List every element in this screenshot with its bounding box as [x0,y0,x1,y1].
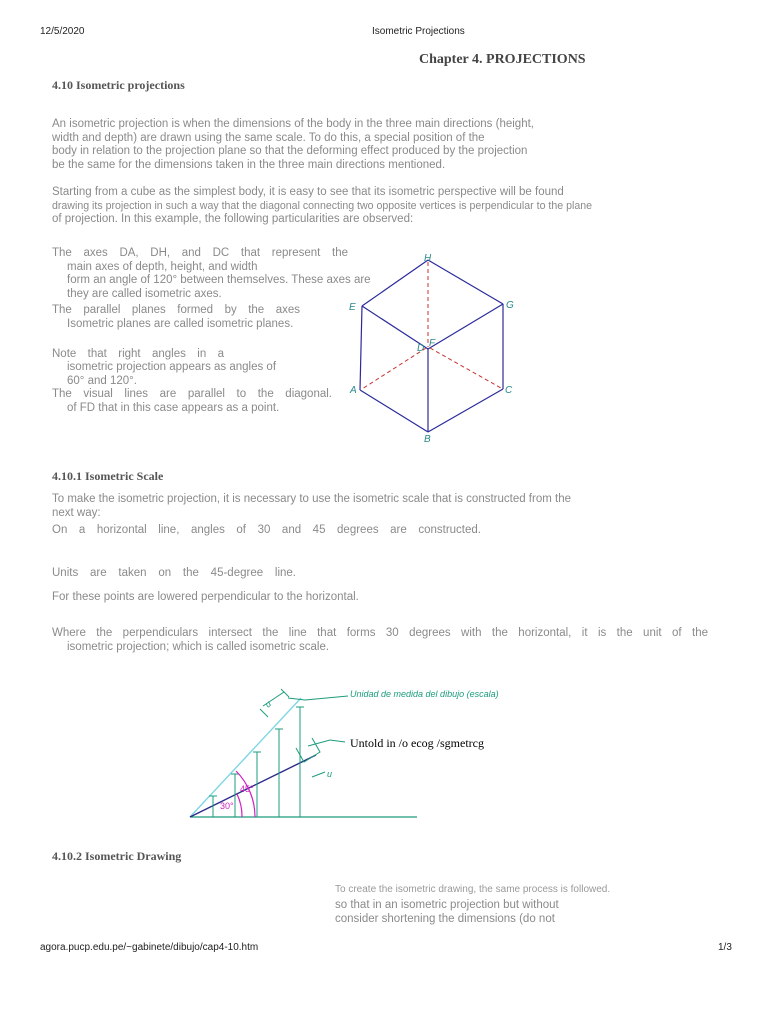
list-item: The parallel planes formed by the axes Isometric planes are called isometric planes. [52,304,300,330]
cube-edge-hg [428,260,503,304]
vertex-label-d: D [417,343,425,354]
cube-paragraph: Starting from a cube as the simplest body, it is easy to see that its isometric perspective will be found drawing its projection in such a way that the diagonal connecting two opposite vertices is perpendicular to the plane of projection. In this example, the following particularities are observed: [52,186,593,226]
vertex-label-a: A [350,385,357,396]
vertex-label-f: F [429,338,436,349]
print-title: Isometric Projections [372,26,465,37]
list-item: The axes DA, DH, and DC that represent the main axes of depth, height, and width form an angle of 120° between themselves. These axes are they are called isometric axes. [52,247,371,300]
isometric-unit-label: Untold in /o ecog /sgmetrcg [350,736,484,750]
angle-label-45: 45° [240,784,254,794]
drawing-unit-label: Unidad de medida del dibujo (escala) [350,689,499,699]
cube-edge-cb [428,389,503,432]
dimension-label: u [262,698,274,710]
footer-url: agora.pucp.edu.pe/~gabinete/dibujo/cap4-10.htm [40,942,259,953]
unit-label-u: u [327,769,333,779]
line-45-degree [190,698,301,817]
cube-edge-he [362,260,428,306]
section-heading: 4.10.2 Isometric Drawing [52,849,182,863]
particularities-list [52,247,371,416]
scale-step-4: Where the perpendiculars intersect the line that forms 30 degrees with the horizontal, it is the unit of the isometric projection; which is called isometric scale. [52,627,708,653]
print-date: 12/5/2020 [40,26,85,37]
angle-arc-30 [237,794,242,817]
list-item: The visual lines are parallel to the diagonal. of FD that in this case appears as a point. [52,388,332,414]
vertex-label-e: E [349,302,356,313]
scale-step-1: On a horizontal line, angles of 30 and 45 degrees are constructed. [52,524,481,536]
vertex-label-b: B [424,434,431,445]
cube-edge-ab [360,390,428,432]
isometric-scale-diagram [180,680,530,830]
chapter-title: Chapter 4. PROJECTIONS [419,52,586,67]
intro-paragraph: An isometric projection is when the dimensions of the body in the three main directions (height, width and depth) are drawn using the same scale. To do this, a special position of the body in relation to the projection plane so that the deforming effect produced by the projection be the same for the dimensions taken in the three main directions mentioned. [52,118,534,171]
hidden-axis-da [362,348,426,389]
scale-step-2: Units are taken on the 45-degree line. [52,567,296,579]
scale-paragraph: To make the isometric projection, it is necessary to use the isometric scale that is constructed from the next way: [52,493,571,519]
cube-edge-ea [360,306,362,390]
drawing-text-2: so that in an isometric projection but without [335,899,559,911]
drawing-text-1: To create the isometric drawing, the same process is followed. [335,884,611,895]
section-heading: 4.10.1 Isometric Scale [52,469,164,483]
angle-arc-45 [236,771,255,817]
vertex-label-c: C [505,385,513,396]
isometric-cube-diagram [345,250,520,445]
page-number: 1/3 [718,942,732,953]
angle-label-30: 30° [220,801,234,811]
list-item: Note that right angles in a isometric projection appears as angles of 60° and 120°. [52,347,277,387]
scale-step-3: For these points are lowered perpendicular to the horizontal. [52,591,359,603]
hidden-axis-dc [430,348,501,388]
vertex-label-h: H [424,253,432,264]
vertex-label-g: G [506,300,514,311]
drawing-text-3: consider shortening the dimensions (do not [335,913,555,925]
cube-edge-gf [428,304,503,349]
section-heading: 4.10 Isometric projections [52,78,185,92]
